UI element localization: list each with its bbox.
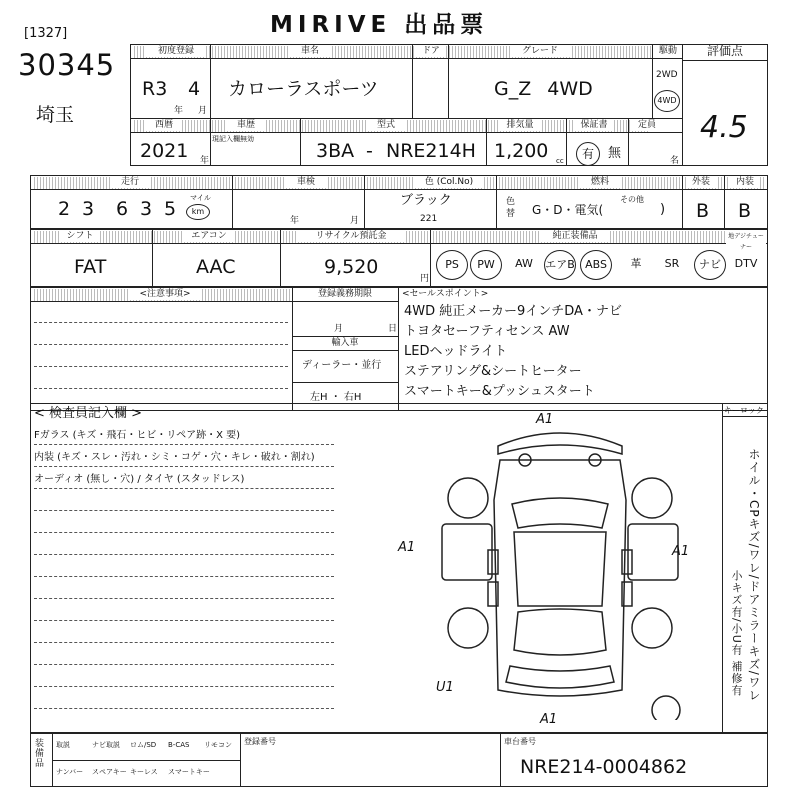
displacement: 1,200: [494, 140, 549, 162]
warranty-no: 無: [608, 146, 622, 161]
reg-era: R3: [142, 78, 168, 100]
dealer-parallel: ディーラー・並行: [302, 360, 382, 371]
sales-point-4: ステアリング&シートヒーター: [404, 364, 582, 379]
year: 2021: [140, 140, 189, 162]
mileage-d4: 6: [116, 198, 129, 220]
items-label: 装備品: [33, 738, 43, 768]
damage-mark-front: A1: [536, 412, 554, 427]
label-first-reg: 初度登録: [146, 46, 206, 57]
footer-item-0: 取説: [56, 741, 70, 749]
mileage-km-circled: km: [186, 204, 210, 220]
warranty-yes-circled: 有: [576, 142, 600, 166]
reg-no-label: 登録番号: [244, 737, 276, 746]
sales-point-5: スマートキー&プッシュスタート: [404, 384, 595, 399]
footer-item-8: スマートキー: [168, 768, 210, 776]
inspector-line-2: 内装 (キズ・スレ・汚れ・シミ・コゲ・穴・キレ・破れ・割れ): [34, 452, 315, 463]
color-no: 221: [420, 214, 438, 224]
handle-side: 左H ・ 右H: [310, 392, 362, 403]
keylock-notes-2: 小キズ有/小U有 補修有: [730, 570, 743, 697]
footer-item-6: スペアキー: [92, 768, 127, 776]
mileage-d5: 3: [140, 198, 153, 220]
model-prefix: 3BA: [316, 140, 355, 162]
label-grade: グレード: [510, 46, 570, 57]
damage-mark-right: A1: [672, 544, 690, 559]
label-door: ドア: [416, 46, 446, 57]
inspector-label: < 検査員記入欄 >: [34, 406, 143, 421]
footer-item-4: リモコン: [204, 741, 232, 749]
car-diagram: [430, 420, 690, 720]
grade: G_Z 4WD: [494, 78, 593, 100]
inspector-line-1: Fガラス (キズ・飛石・ヒビ・リペア跡・X 要): [34, 430, 241, 441]
shift: FAT: [74, 256, 107, 278]
footer-item-7: キーレス: [130, 768, 158, 776]
history-note: 現記入欄無効: [212, 135, 254, 143]
label-car-name: 車名: [290, 46, 330, 57]
label-score: 評価点: [690, 46, 760, 57]
mileage-d6: 5: [164, 198, 177, 220]
lot-ref: [1327]: [24, 26, 68, 41]
damage-mark-rear: A1: [540, 712, 558, 727]
equip-2: AW: [515, 257, 533, 270]
sales-label: <セールスポイント>: [402, 289, 489, 299]
drive-4wd-circled: 4WD: [654, 90, 680, 112]
label-drive: 駆動: [654, 46, 682, 57]
sales-point-2: トヨタセーフティセンス AW: [404, 324, 570, 339]
equip-5: 革: [630, 257, 642, 270]
footer-item-2: ロム/SD: [130, 741, 157, 749]
chassis-number: NRE214-0004862: [520, 756, 688, 778]
inspector-line-3: オーディオ (無し・穴) / タイヤ (スタッドレス): [34, 474, 245, 485]
equip-1: PW: [470, 250, 502, 280]
equip-4: ABS: [580, 250, 612, 280]
drive-2wd: 2WD: [656, 70, 678, 80]
car-name: カローラスポーツ: [228, 78, 379, 100]
exterior-grade: B: [696, 200, 710, 222]
recycle-fee: 9,520: [324, 256, 379, 278]
import-label: 輸入車: [320, 338, 370, 349]
reg-month: 4: [188, 78, 201, 100]
aircon: AAC: [196, 256, 236, 278]
sales-point-1: 4WD 純正メーカー9インチDA・ナビ: [404, 304, 622, 319]
model-code: NRE214H: [386, 140, 476, 162]
reg-deadline-label: 登録義務期限: [294, 289, 396, 300]
score-value: 4.5: [700, 110, 748, 145]
lot-number: 30345: [18, 48, 116, 82]
damage-mark-bumper: U1: [436, 680, 454, 695]
mileage-d2: 3: [82, 198, 95, 220]
footer-item-5: ナンバー: [56, 768, 84, 776]
damage-mark-left: A1: [398, 540, 416, 555]
color: ブラック: [400, 193, 452, 208]
form-title: MIRIVE 出品票: [270, 12, 489, 38]
keylock-label: キーロック: [724, 406, 764, 415]
equip-6: SR: [664, 257, 680, 270]
equip-0: PS: [436, 250, 468, 280]
fuel: G・D・電気(: [532, 203, 604, 217]
keylock-notes: ホイル・CPキズ/ワレ/ドアミラーキズ/ワレ: [747, 448, 761, 702]
equip-8: DTV: [734, 257, 758, 270]
mileage-d1: 2: [58, 198, 71, 220]
equip-7: ナビ: [694, 250, 726, 280]
chassis-label: 車台番号: [504, 737, 536, 746]
interior-grade: B: [738, 200, 752, 222]
region: 埼玉: [36, 104, 75, 126]
footer-item-1: ナビ取説: [92, 741, 120, 749]
notes-label: <注意事項>: [130, 289, 200, 300]
sales-point-3: LEDヘッドライト: [404, 344, 508, 359]
equip-3: エアB: [544, 250, 576, 280]
footer-item-3: B-CAS: [168, 741, 190, 749]
